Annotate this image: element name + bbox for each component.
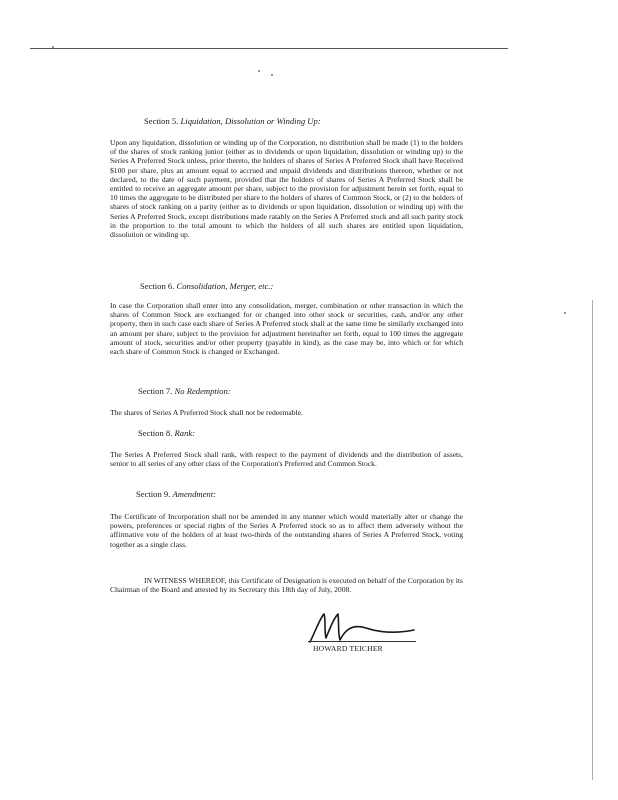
section-label: Consolidation, Merger, etc.: [176, 281, 274, 291]
section-7-heading [138, 386, 231, 397]
scan-edge [592, 300, 593, 780]
section-6-body: In case the Corporation shall enter into any consolidation, merger, combination or other transaction in which the shares of Common Stock are exchanged for or changed into other stock or securities, cash, and/or any other property, then in such case each share of Series A Preferred stock shall at the same time be similarly exchanged into an amount per share, subject to the provision for adjustment hereinafter set forth, equal to 100 times the aggregate amount of stock, securities and/or other property (payable in kind), as the case may be, into which or for which each share of Common Stock is changed or Exchanged. [110, 301, 463, 357]
scan-speck [271, 74, 273, 76]
section-8-heading [138, 428, 195, 439]
section-label: No Redemption: [174, 386, 231, 396]
section-7-body: The shares of Series A Preferred Stock shall not be redeemable. [110, 408, 303, 417]
scan-speck [52, 46, 54, 48]
scan-speck [258, 70, 260, 72]
section-5-heading [144, 116, 321, 127]
section-5-body: Upon any liquidation, dissolution or winding up of the Corporation, no distribution shall be made (1) to the holders of the shares of stock ranking junior (either as to dividends or upon liquidation, dissolution or winding up) to the Series A Preferred Stock unless, prior thereto, the holders of shares of Series A Preferred Stock shall have Received $100 per share, plus an amount equal to accrued and unpaid dividends and distributions thereon, whether or not declared, to the date of such payment, provided that the holders of shares of Series A Preferred Stock shall be entitled to receive an aggregate amount per share, subject to the provision for adjustment herein set forth, equal to 10 times the aggregate to be distributed per share to the holders of shares of Common Stock, or (2) to the holders of shares of stock ranking on a parity (either as to dividends or upon liquidation, dissolution or winding up) with the Series A Preferred Stock, except distributions made ratably on the Series A Preferred stock and all such parity stock in the proportion to the total amount to which the holders of all such shares are entitled upon liquidation, dissolution or winding up. [110, 138, 463, 240]
section-9-body: The Certificate of Incorporation shall not be amended in any manner which would materially alter or change the powers, preferences or special rights of the Series A Preferred stock so as to affect them adversely without the affirmative vote of the holders of at least two-thirds of the outstanding shares of Series A Preferred Stock, voting together as a single class. [110, 512, 463, 549]
section-title: Section 9. [136, 489, 171, 499]
signatory-name: HOWARD TEICHER [313, 644, 383, 653]
section-label: Rank: [174, 428, 196, 438]
section-title: Section 6. [140, 281, 175, 291]
section-8-body: The Series A Preferred Stock shall rank, with respect to the payment of dividends and the distribution of assets, senior to all series of any other class of the Corporation's Preferred and Common Stock. [110, 450, 463, 469]
section-9-heading [136, 489, 216, 500]
scan-speck [564, 312, 566, 314]
section-title: Section 5. [144, 116, 179, 126]
section-title: Section 7. [138, 386, 173, 396]
signature-line [308, 641, 416, 642]
section-title: Section 8. [138, 428, 173, 438]
top-rule [30, 48, 508, 49]
section-label: Amendment: [172, 489, 216, 499]
witness-clause: IN WITNESS WHEREOF, this Certificate of Designation is executed on behalf of the Corporation by its Chairman of the Board and attested by its Secretary this 18th day of July, 2008. [110, 576, 463, 595]
section-label: Liquidation, Dissolution or Winding Up: [180, 116, 321, 126]
section-6-heading [140, 281, 273, 292]
